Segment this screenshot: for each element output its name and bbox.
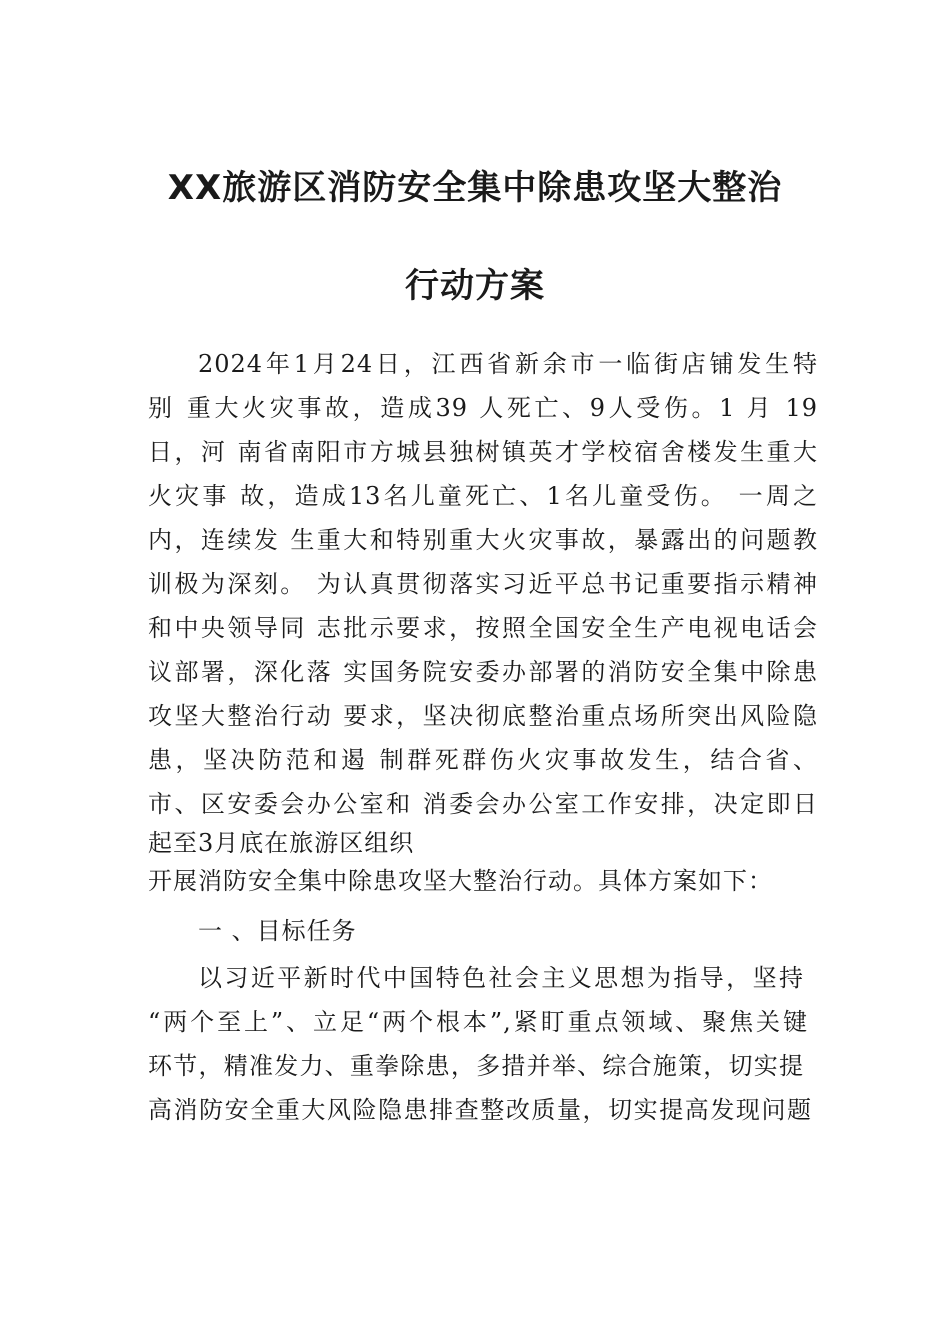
text-line: “两个至上”、立足“两个根本”,紧盯重点领域、聚焦关键 [148, 1008, 808, 1036]
document-title-line-1: XX旅游区消防安全集中除患攻坚大整治 [167, 168, 783, 208]
section-heading: 一 、目标任务 [198, 917, 357, 945]
text-line: 训极为深刻。 为认真贯彻落实习近平总书记重要指示精神 [148, 570, 818, 598]
text-line: 和中央领导同 志批示要求，按照全国安全生产电视电话会 [148, 614, 818, 642]
text-line: 别 重大火灾事故，造成39 人死亡、9人受伤。1 月 19 [148, 394, 818, 422]
text-line: 内，连续发 生重大和特别重大火灾事故，暴露出的问题教 [148, 526, 818, 554]
text-line: 日，河 南省南阳市方城县独树镇英才学校宿舍楼发生重大 [148, 438, 818, 466]
text-line: 2024年1月24日，江西省新余市一临街店铺发生特 [198, 350, 818, 378]
text-line: 以习近平新时代中国特色社会主义思想为指导，坚持 [198, 964, 804, 992]
text-line: 患，坚决防范和遏 制群死群伤火灾事故发生，结合省、 [148, 746, 818, 774]
text-line: 火灾事 故，造成13名儿童死亡、1名儿童受伤。 一周之 [148, 482, 818, 510]
text-line: 开展消防安全集中除患攻坚大整治行动。具体方案如下： [148, 867, 773, 895]
text-line: 市、区安委会办公室和 消委会办公室工作安排，决定即日 [148, 790, 818, 818]
text-line: 议部署，深化落 实国务院安委办部署的消防安全集中除患 [148, 658, 818, 686]
text-line: 攻坚大整治行动 要求，坚决彻底整治重点场所突出风险隐 [148, 702, 818, 730]
text-line: 高消防安全重大风险隐患排查整改质量，切实提高发现问题 [148, 1096, 812, 1124]
text-line: 环节，精准发力、重拳除患，多措并举、综合施策，切实提 [148, 1052, 804, 1080]
document-title-line-2: 行动方案 [405, 266, 545, 306]
text-line: 起至3月底在旅游区组织 [148, 829, 415, 857]
